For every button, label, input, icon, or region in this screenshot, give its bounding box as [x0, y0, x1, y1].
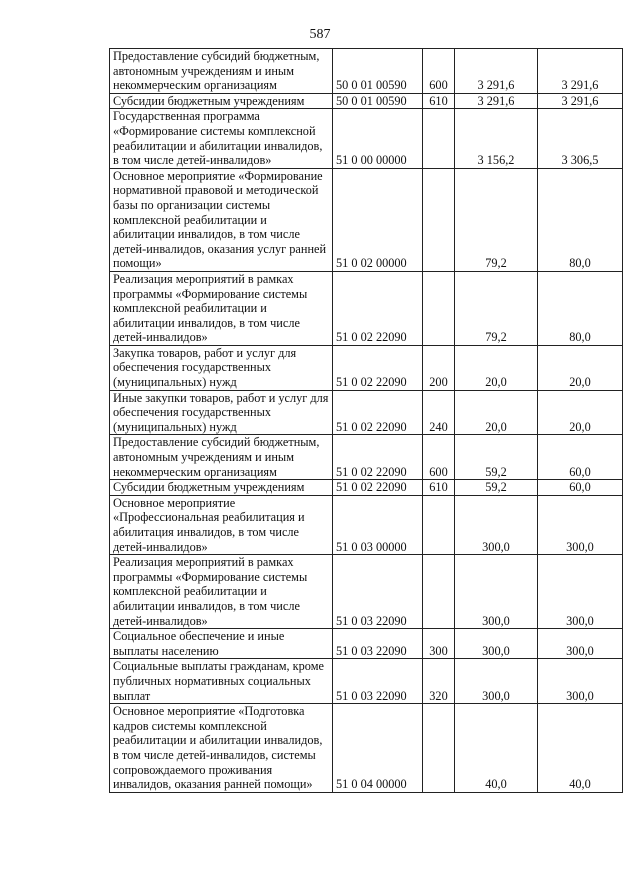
- row-target-article: 51 0 03 22090: [333, 659, 423, 704]
- row-sum-second-year: 300,0: [538, 495, 623, 554]
- row-target-article: 51 0 02 22090: [333, 345, 423, 390]
- row-expense-type: [423, 271, 455, 345]
- row-target-article: 51 0 02 22090: [333, 390, 423, 435]
- row-name: Предоставление субсидий бюджетным, автономным учреждениям и иным некоммерческим организациям: [110, 49, 333, 94]
- row-expense-type: [423, 555, 455, 629]
- row-sum-second-year: 3 291,6: [538, 93, 623, 109]
- row-sum-first-year: 300,0: [455, 495, 538, 554]
- row-expense-type: [423, 704, 455, 793]
- budget-table: [109, 48, 623, 793]
- row-sum-second-year: 80,0: [538, 168, 623, 271]
- row-target-article: 51 0 02 22090: [333, 435, 423, 480]
- row-target-article: 51 0 03 00000: [333, 495, 423, 554]
- row-expense-type: [423, 495, 455, 554]
- table-row: [110, 495, 623, 554]
- row-name: Государственная программа «Формирование системы комплексной реабилитации и абилитации инвалидов, в том числе детей-инвалидов»: [110, 109, 333, 168]
- row-name: Социальное обеспечение и иные выплаты населению: [110, 629, 333, 659]
- row-sum-first-year: 20,0: [455, 390, 538, 435]
- row-sum-second-year: 3 306,5: [538, 109, 623, 168]
- row-name: Иные закупки товаров, работ и услуг для обеспечения государственных (муниципальных) нужд: [110, 390, 333, 435]
- row-name: Социальные выплаты гражданам, кроме публичных нормативных социальных выплат: [110, 659, 333, 704]
- table-row: [110, 659, 623, 704]
- table-row: [110, 480, 623, 496]
- table-row: [110, 271, 623, 345]
- row-target-article: 51 0 04 00000: [333, 704, 423, 793]
- row-sum-second-year: 60,0: [538, 435, 623, 480]
- row-sum-first-year: 20,0: [455, 345, 538, 390]
- table-row: [110, 390, 623, 435]
- row-sum-second-year: 60,0: [538, 480, 623, 496]
- table-row: [110, 435, 623, 480]
- row-name: Предоставление субсидий бюджетным, автономным учреждениям и иным некоммерческим организациям: [110, 435, 333, 480]
- row-sum-first-year: 79,2: [455, 168, 538, 271]
- row-sum-first-year: 79,2: [455, 271, 538, 345]
- row-sum-second-year: 300,0: [538, 555, 623, 629]
- row-sum-second-year: 20,0: [538, 345, 623, 390]
- row-name: Субсидии бюджетным учреждениям: [110, 93, 333, 109]
- row-sum-second-year: 40,0: [538, 704, 623, 793]
- row-name: Основное мероприятие «Формирование нормативной правовой и методической базы по организации системы комплексной реабилитации и абилитации инвалидов, в том числе детей-инвалидов, оказания услуг ранней помощи»: [110, 168, 333, 271]
- row-expense-type: [423, 109, 455, 168]
- row-expense-type: [423, 168, 455, 271]
- row-sum-first-year: 40,0: [455, 704, 538, 793]
- row-sum-second-year: 300,0: [538, 659, 623, 704]
- row-sum-second-year: 80,0: [538, 271, 623, 345]
- row-name: Основное мероприятие «Профессиональная реабилитация и абилитация инвалидов, в том числе детей-инвалидов»: [110, 495, 333, 554]
- row-expense-type: 600: [423, 435, 455, 480]
- row-expense-type: 320: [423, 659, 455, 704]
- row-target-article: 50 0 01 00590: [333, 93, 423, 109]
- row-sum-first-year: 3 291,6: [455, 49, 538, 94]
- row-sum-first-year: 3 156,2: [455, 109, 538, 168]
- row-sum-second-year: 300,0: [538, 629, 623, 659]
- row-name: Основное мероприятие «Подготовка кадров системы комплексной реабилитации и абилитации инвалидов, в том числе детей-инвалидов, системы сопровождаемого проживания инвалидов, оказания ранней помощи»: [110, 704, 333, 793]
- row-sum-first-year: 59,2: [455, 435, 538, 480]
- table-row: [110, 93, 623, 109]
- table-row: [110, 704, 623, 793]
- row-expense-type: 300: [423, 629, 455, 659]
- row-sum-first-year: 300,0: [455, 555, 538, 629]
- row-name: Закупка товаров, работ и услуг для обеспечения государственных (муниципальных) нужд: [110, 345, 333, 390]
- row-target-article: 51 0 02 00000: [333, 168, 423, 271]
- row-target-article: 50 0 01 00590: [333, 49, 423, 94]
- row-target-article: 51 0 03 22090: [333, 555, 423, 629]
- row-sum-first-year: 59,2: [455, 480, 538, 496]
- row-target-article: 51 0 02 22090: [333, 271, 423, 345]
- row-sum-second-year: 3 291,6: [538, 49, 623, 94]
- row-expense-type: 240: [423, 390, 455, 435]
- table-row: [110, 168, 623, 271]
- table-row: [110, 555, 623, 629]
- row-target-article: 51 0 03 22090: [333, 629, 423, 659]
- row-sum-second-year: 20,0: [538, 390, 623, 435]
- row-name: Субсидии бюджетным учреждениям: [110, 480, 333, 496]
- row-sum-first-year: 300,0: [455, 629, 538, 659]
- table-row: [110, 345, 623, 390]
- row-expense-type: 610: [423, 93, 455, 109]
- row-name: Реализация мероприятий в рамках программы «Формирование системы комплексной реабилитации и абилитации инвалидов, в том числе детей-инвалидов»: [110, 555, 333, 629]
- page-number: 587: [309, 27, 331, 42]
- row-sum-first-year: 300,0: [455, 659, 538, 704]
- table-row: [110, 49, 623, 94]
- row-name: Реализация мероприятий в рамках программы «Формирование системы комплексной реабилитации и абилитации инвалидов, в том числе детей-инвалидов»: [110, 271, 333, 345]
- row-expense-type: 610: [423, 480, 455, 496]
- row-expense-type: 600: [423, 49, 455, 94]
- row-sum-first-year: 3 291,6: [455, 93, 538, 109]
- row-target-article: 51 0 00 00000: [333, 109, 423, 168]
- table-row: [110, 629, 623, 659]
- table-row: [110, 109, 623, 168]
- row-target-article: 51 0 02 22090: [333, 480, 423, 496]
- row-expense-type: 200: [423, 345, 455, 390]
